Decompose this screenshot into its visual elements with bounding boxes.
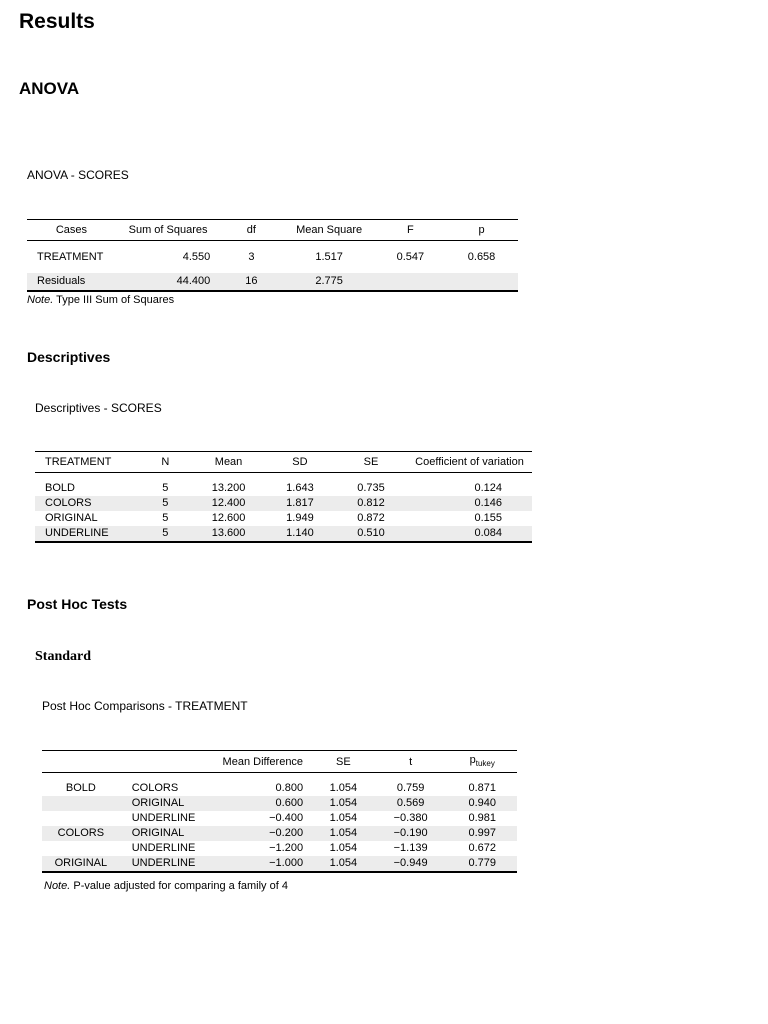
- anova-table-title: ANOVA - SCORES: [27, 168, 129, 182]
- col-mean-difference: Mean Difference: [208, 751, 313, 773]
- anova-heading: ANOVA: [19, 79, 80, 98]
- col-coefficient-of-variation: Coefficient of variation: [407, 452, 532, 473]
- col-n: N: [138, 452, 192, 473]
- cell: COLORS: [35, 496, 138, 511]
- cell: 12.600: [211, 512, 246, 524]
- table-row: [42, 811, 517, 826]
- cell: 0.871: [468, 782, 496, 794]
- cell: ORIGINAL: [45, 512, 98, 524]
- posthoc-header-row: [42, 751, 517, 773]
- descriptives-table: [35, 451, 532, 543]
- posthoc-heading: Post Hoc Tests: [27, 596, 128, 612]
- cell: 5: [162, 512, 169, 524]
- cell: −0.190: [374, 826, 448, 841]
- col-group-b: [120, 751, 209, 773]
- cell: 0.872: [357, 512, 385, 524]
- table-row: [35, 481, 532, 496]
- cell: 1.643: [286, 482, 314, 494]
- cell: −1.000: [208, 856, 313, 872]
- cell: Residuals: [27, 273, 116, 291]
- cell: 5: [138, 526, 192, 542]
- table-row: [42, 841, 517, 856]
- cell: 0.779: [447, 856, 517, 872]
- cell: 44.400: [116, 273, 220, 291]
- cell: 0.940: [447, 796, 517, 811]
- cell: COLORS: [131, 782, 179, 794]
- anova-table: [27, 219, 518, 292]
- cell: 0.155: [474, 512, 502, 524]
- cell: 0.759: [396, 782, 425, 794]
- cell: 1.817: [265, 496, 335, 511]
- cell: 16: [220, 273, 282, 291]
- note-label: Note.: [44, 880, 71, 892]
- cell: 0.569: [374, 796, 448, 811]
- col-treatment: TREATMENT: [35, 452, 138, 473]
- descriptives-table-title: Descriptives - SCORES: [35, 401, 162, 415]
- col-sd: SD: [265, 452, 335, 473]
- cell: −1.200: [269, 842, 304, 854]
- col-t: t: [374, 751, 448, 773]
- col-mean: Mean: [192, 452, 265, 473]
- cell: 0.672: [468, 842, 496, 854]
- cell: −0.949: [374, 856, 448, 872]
- cell: TREATMENT: [37, 250, 104, 263]
- note-label: Note.: [27, 294, 54, 306]
- cell: 1.054: [313, 826, 374, 841]
- posthoc-table-title: Post Hoc Comparisons - TREATMENT: [42, 699, 248, 713]
- cell: 0.547: [396, 250, 425, 263]
- posthoc-note: [44, 880, 288, 892]
- col-p-tukey: [447, 751, 517, 773]
- cell: [42, 841, 120, 856]
- col-cases: Cases: [27, 220, 116, 241]
- col-se: SE: [335, 452, 407, 473]
- cell: [445, 273, 518, 291]
- cell: 1.517: [315, 250, 343, 263]
- cell: UNDERLINE: [131, 842, 196, 854]
- cell: 12.400: [192, 496, 265, 511]
- table-row: [42, 796, 517, 811]
- cell: 1.054: [329, 842, 358, 854]
- cell: ORIGINAL: [42, 856, 120, 872]
- cell: 0.735: [357, 482, 385, 494]
- cell: 5: [162, 482, 169, 494]
- cell: 0.146: [407, 496, 532, 511]
- cell: BOLD: [65, 782, 96, 794]
- cell: −0.400: [269, 812, 304, 824]
- cell: [376, 273, 445, 291]
- cell: 0.812: [335, 496, 407, 511]
- col-p: p: [445, 220, 518, 241]
- cell: 1.949: [286, 512, 314, 524]
- table-row: [35, 511, 532, 526]
- table-row: [27, 273, 518, 291]
- posthoc-table: [42, 750, 517, 873]
- cell: 0.658: [467, 250, 496, 263]
- col-mean-square: Mean Square: [283, 220, 376, 241]
- cell: −0.200: [208, 826, 313, 841]
- col-sum-of-squares: Sum of Squares: [116, 220, 220, 241]
- cell: 1.140: [265, 526, 335, 542]
- cell: 1.054: [313, 796, 374, 811]
- anova-header-row: [27, 220, 518, 241]
- col-f: F: [376, 220, 445, 241]
- cell: BOLD: [45, 482, 75, 494]
- cell: ORIGINAL: [120, 826, 209, 841]
- p-symbol: p: [469, 754, 476, 767]
- cell: UNDERLINE: [120, 856, 209, 872]
- cell: 5: [138, 496, 192, 511]
- note-text: P-value adjusted for comparing a family of 4: [70, 880, 288, 892]
- cell: 0.997: [447, 826, 517, 841]
- col-df: df: [220, 220, 282, 241]
- cell: 0.510: [335, 526, 407, 542]
- cell: ORIGINAL: [120, 796, 209, 811]
- tukey-subscript: tukey: [475, 759, 495, 769]
- cell: −1.139: [393, 842, 428, 854]
- cell: 0.084: [407, 526, 532, 542]
- col-group-a: [42, 751, 120, 773]
- cell: 1.054: [313, 856, 374, 872]
- table-row: [27, 249, 518, 265]
- cell: 2.775: [283, 273, 376, 291]
- col-se: SE: [313, 751, 374, 773]
- note-text: Type III Sum of Squares: [53, 294, 175, 306]
- anova-note: [27, 294, 174, 306]
- cell: UNDERLINE: [35, 526, 138, 542]
- cell: 1.054: [329, 782, 358, 794]
- cell: 4.550: [182, 250, 211, 263]
- descriptives-header-row: [35, 452, 532, 473]
- table-row: [42, 781, 517, 796]
- cell: 3: [248, 250, 255, 263]
- table-row: [35, 496, 532, 511]
- page-title: Results: [19, 10, 95, 33]
- descriptives-heading: Descriptives: [27, 349, 111, 365]
- cell: COLORS: [42, 826, 120, 841]
- cell: −0.380: [393, 812, 428, 824]
- table-row: [42, 826, 517, 841]
- cell: UNDERLINE: [131, 812, 196, 824]
- cell: 0.124: [474, 482, 502, 494]
- cell: 0.600: [208, 796, 313, 811]
- cell: [42, 811, 120, 826]
- cell: 13.600: [192, 526, 265, 542]
- cell: [42, 796, 120, 811]
- cell: 13.200: [211, 482, 246, 494]
- table-row: [35, 526, 532, 542]
- cell: 1.054: [329, 812, 358, 824]
- posthoc-subheading: Standard: [35, 649, 92, 664]
- cell: 0.981: [468, 812, 496, 824]
- cell: 0.800: [275, 782, 304, 794]
- table-row: [42, 856, 517, 872]
